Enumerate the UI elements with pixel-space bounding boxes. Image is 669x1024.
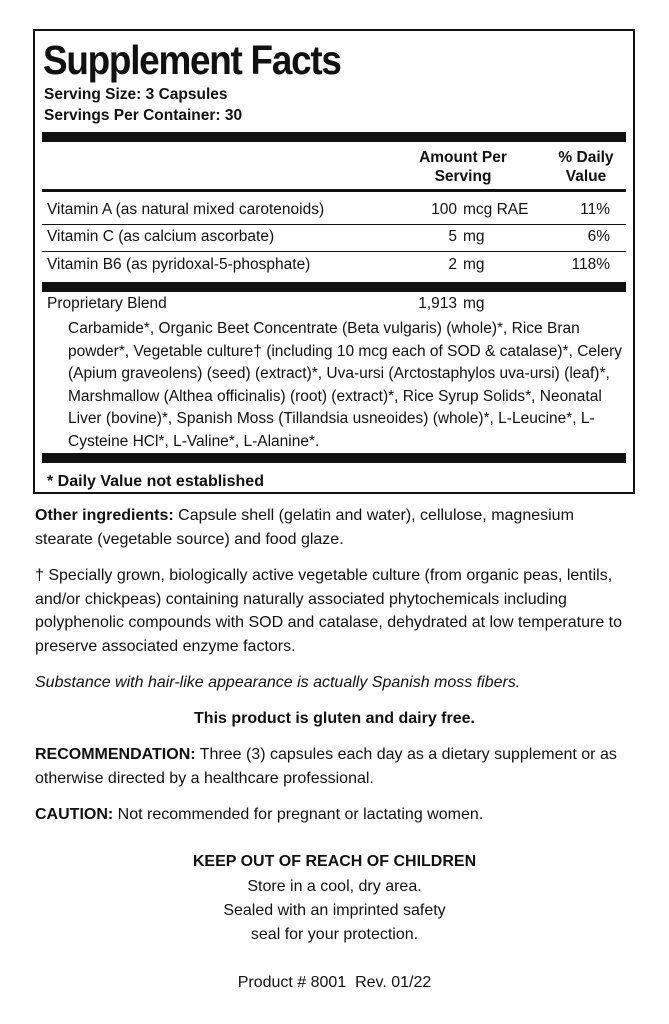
blend-qty: 1,913 [418, 295, 457, 312]
row-divider [42, 251, 626, 252]
nutrient-dv: 6% [587, 228, 610, 245]
storage-line: Sealed with an imprinted safety [223, 902, 446, 919]
col-header-daily-value: % Daily Value [558, 149, 614, 185]
nutrient-unit: mg [463, 228, 485, 245]
supplement-facts-panel [33, 29, 635, 494]
nutrient-qty: 100 [431, 201, 457, 218]
daily-value-note: * Daily Value not established [47, 473, 264, 490]
caution-text: Not recommended for pregnant or lactating women. [113, 806, 484, 823]
other-ingredients [35, 504, 635, 551]
nutrient-dv: 11% [580, 201, 610, 218]
serving-size: Serving Size: 3 Capsules [44, 86, 228, 103]
col-header-amount: Amount Per Serving [419, 149, 507, 185]
other-ingredients-text: Capsule shell (gelatin and water), cellulose, magnesium stearate (vegetable source) and food glaze. [35, 507, 574, 548]
storage-line: Store in a cool, dry area. [247, 878, 422, 895]
keep-out-warning: KEEP OUT OF REACH OF CHILDREN [192, 853, 477, 870]
thick-divider-mid [42, 282, 626, 292]
caution-label: CAUTION: [35, 806, 114, 823]
nutrient-unit: mcg RAE [463, 201, 529, 218]
facts-title: Supplement Facts [43, 37, 341, 83]
recommendation-label: RECOMMENDATION: [35, 746, 196, 763]
servings-per-container: Servings Per Container: 30 [44, 107, 243, 124]
nutrient-name: Vitamin C (as calcium ascorbate) [47, 228, 275, 245]
blend-ingredients: Carbamide*, Organic Beet Concentrate (Beta vulgaris) (whole)*, Rice Bran powder*, Vegetable culture† (including 10 mcg each of SOD & catalase)*, Celery (Apium graveolens) (seed) (extract)*, Uva-ursi (Arctostaphylos uva-ursi) (leaf)*, Marshmallow (Althea officinalis) (root) (extract)*, Rice Syrup Solids*, Neonatal Liver (bovine)*, Spanish Moss (Tillandsia usneoides) (whole)*, L-Leucine*, L-Cysteine HCl*, L-Valine*, L-Alanine*. [68, 320, 622, 450]
caution [35, 803, 635, 827]
blend-unit: mg [463, 295, 485, 312]
nutrient-qty: 5 [448, 228, 457, 245]
recommendation-text: Three (3) capsules each day as a dietary supplement or as otherwise directed by a healthcare professional. [35, 746, 617, 787]
spanish-moss-note: Substance with hair-like appearance is actually Spanish moss fibers. [35, 674, 521, 691]
recommendation [35, 743, 635, 790]
product-number: Product # 8001 Rev. 01/22 [237, 974, 432, 991]
thick-divider-bottom [42, 453, 626, 463]
nutrient-name: Vitamin A (as natural mixed carotenoids) [47, 201, 325, 218]
gluten-dairy-free-note: This product is gluten and dairy free. [194, 710, 475, 727]
nutrient-unit: mg [463, 256, 485, 273]
blend-name: Proprietary Blend [47, 295, 167, 312]
nutrient-dv: 118% [571, 256, 610, 273]
other-ingredients-label: Other ingredients: [35, 507, 174, 524]
row-divider [42, 224, 626, 225]
storage-line: seal for your protection. [250, 926, 419, 943]
culture-footnote: † Specially grown, biologically active vegetable culture (from organic peas, lentils, and/or chickpeas) containing naturally associated phytochemicals including polyphenolic compounds with SOD and catalase, dehydrated at low temperature to preserve associated enzyme factors. [35, 567, 623, 655]
nutrient-name: Vitamin B6 (as pyridoxal-5-phosphate) [47, 256, 311, 273]
thick-divider-top [42, 132, 626, 142]
header-divider [42, 189, 626, 192]
nutrient-qty: 2 [448, 256, 457, 273]
